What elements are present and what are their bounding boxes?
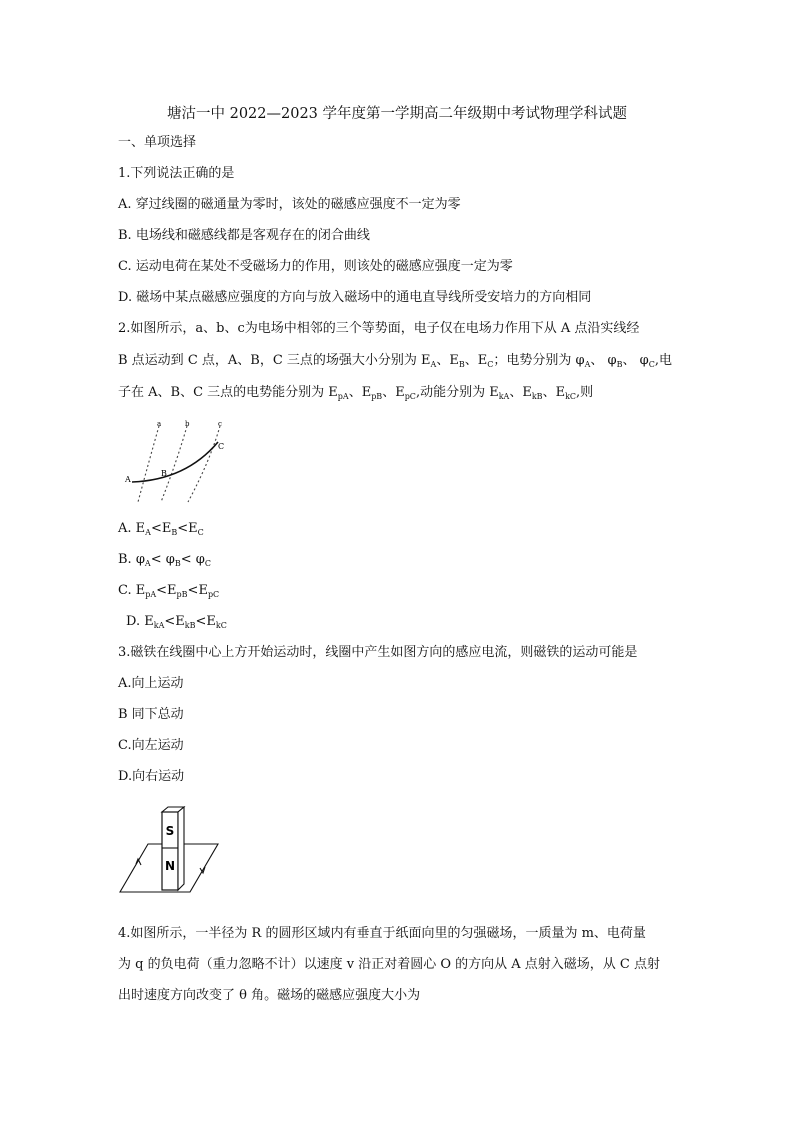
magnet-south-label: S — [165, 824, 175, 838]
q3-option-b: B 同下总动 — [118, 707, 184, 722]
q1-option-b: B. 电场线和磁感线都是客观存在的闭合曲线 — [118, 228, 370, 243]
section-heading: 一、单项选择 — [118, 135, 197, 150]
q4-stem-line2: 为 q 的负电荷（重力忽略不计）以速度 v 沿正对着圆心 O 的方向从 A 点射入磁场，从 C 点射 — [118, 957, 660, 972]
point-c-label: C — [218, 442, 225, 451]
magnet-coil-figure — [118, 804, 222, 898]
q4-stem-line1: 4.如图所示，一半径为 R 的圆形区域内有垂直于纸面向里的匀强磁场，一质量为 m、电荷量 — [118, 926, 646, 941]
magnet-north-label: N — [164, 859, 176, 873]
label-b: b — [185, 420, 190, 428]
q3-option-d: D.向右运动 — [118, 769, 185, 784]
q2-option-d: D. $E_{kA}<E_{kB}<E_{kC}$ — [126, 614, 227, 630]
label-a: a — [157, 420, 162, 428]
label-c: c — [218, 420, 222, 428]
q2-option-b: B. $\varphi_A< \varphi_B< \varphi_C$ — [118, 552, 211, 568]
q3-stem: 3.磁铁在线圈中心上方开始运动时，线圈中产生如图方向的感应电流，则磁铁的运动可能是 — [118, 645, 638, 660]
equipotential-figure — [116, 416, 228, 506]
q2-stem-line2: B 点运动到 C 点，A、B，C 三点的场强大小分别为 $E_A$、$E_B$、$E_C$；电势分别为 $\varphi_A$、 $\varphi_B$、 $\varphi_C$,电 — [118, 353, 673, 369]
page-title: 塘沽一中 2022—2023 学年度第一学期高二年级期中考试物理学科试题 — [166, 106, 628, 122]
q2-option-a: A. $E_A<E_B<E_C$ — [118, 521, 204, 537]
q3-option-a: A.向上运动 — [118, 676, 184, 691]
q4-stem-line3: 出时速度方向改变了 θ 角。磁场的磁感应强度大小为 — [118, 988, 421, 1003]
magnet-side-face — [178, 807, 184, 890]
q2-stem-line1: 2.如图所示，a、b、c为电场中相邻的三个等势面，电子仅在电场力作用下从 A 点沿实线经 — [118, 321, 640, 336]
q1-option-a: A. 穿过线圈的磁通量为零时，该处的磁感应强度不一定为零 — [118, 197, 461, 212]
electron-trajectory — [132, 442, 218, 482]
q1-stem: 1.下列说法正确的是 — [118, 166, 235, 181]
q2-stem-line3: 子在 A、B、C 三点的电势能分别为 $E_{pA}$、$E_{pB}$、$E_{pC}$,动能分别为 $E_{kA}$、$E_{kB}$、$E_{kC}$,则 — [118, 385, 594, 401]
point-a-label: A — [125, 475, 131, 484]
q1-option-d: D. 磁场中某点磁感应强度的方向与放入磁场中的通电直导线所受安培力的方向相同 — [118, 290, 592, 305]
q1-option-c: C. 运动电荷在某处不受磁场力的作用，则该处的磁感应强度一定为零 — [118, 259, 513, 274]
q2-option-c: C. $E_{pA}<E_{pB}<E_{pC}$ — [118, 583, 220, 599]
q3-option-c: C.向左运动 — [118, 738, 184, 753]
equipotential-a — [138, 426, 159, 502]
equipotential-b — [161, 426, 187, 502]
point-b-label: B — [161, 469, 167, 478]
